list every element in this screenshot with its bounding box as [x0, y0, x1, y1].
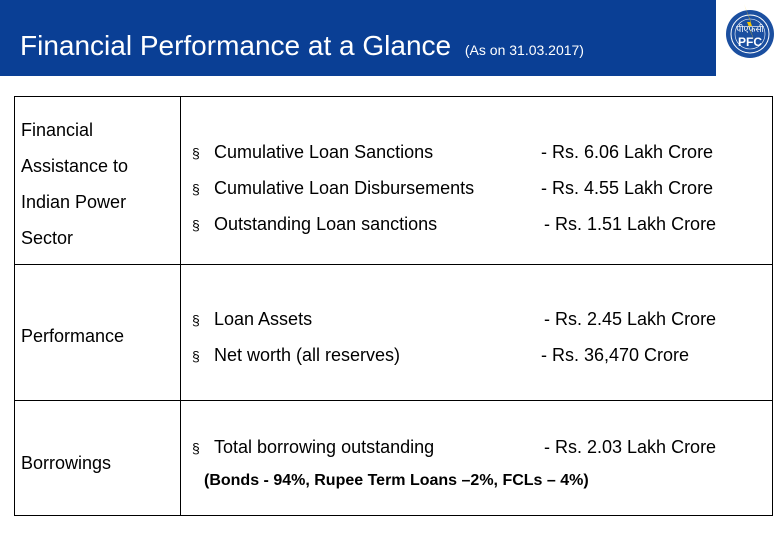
- section-label-line: Indian Power: [21, 192, 127, 212]
- list-item: [192, 178, 474, 199]
- borrowings-breakdown-note: (Bonds - 94%, Rupee Term Loans –2%, FCLs – 4%): [204, 472, 589, 489]
- item-value: - Rs. 6.06 Lakh Crore: [541, 142, 714, 162]
- row-divider: [14, 400, 773, 401]
- page-subtitle: (As on 31.03.2017): [464, 42, 584, 58]
- item-label: Cumulative Loan Disbursements: [214, 178, 475, 198]
- bullet-icon: §: [192, 181, 200, 197]
- item-value: - Rs. 4.55 Lakh Crore: [541, 178, 714, 198]
- bullet-icon: §: [192, 312, 200, 328]
- list-item: [192, 309, 312, 330]
- item-value: - Rs. 36,470 Crore: [541, 345, 690, 365]
- item-label: Outstanding Loan sanctions: [214, 214, 438, 234]
- pfc-logo-icon: [724, 2, 776, 74]
- page-title-text: Financial Performance at a Glance: [20, 30, 452, 61]
- title-bar: [0, 0, 716, 76]
- item-label: Total borrowing outstanding: [214, 437, 435, 457]
- section-label: Borrowings: [21, 453, 112, 473]
- section-label-line: Assistance to: [21, 156, 129, 176]
- row-divider: [14, 264, 773, 265]
- section-label-line: Financial: [21, 120, 94, 140]
- item-label: Net worth (all reserves): [214, 345, 401, 365]
- bullet-icon: §: [192, 440, 200, 456]
- bullet-icon: §: [192, 145, 200, 161]
- item-label: Loan Assets: [214, 309, 313, 329]
- list-item: [192, 142, 433, 163]
- list-item: [192, 345, 400, 366]
- item-value: - Rs. 2.03 Lakh Crore: [544, 437, 717, 457]
- column-divider: [180, 96, 181, 516]
- bullet-icon: §: [192, 217, 200, 233]
- item-value: - Rs. 1.51 Lakh Crore: [544, 214, 717, 234]
- list-item: [192, 214, 437, 235]
- page-title: [20, 30, 584, 62]
- bullet-icon: §: [192, 348, 200, 364]
- section-label-line: Sector: [21, 228, 74, 248]
- svg-text:PFC: PFC: [738, 35, 762, 49]
- item-label: Cumulative Loan Sanctions: [214, 142, 434, 162]
- svg-text:पीएफसी: पीएफसी: [736, 25, 764, 35]
- list-item: [192, 437, 434, 458]
- section-label: Performance: [21, 326, 125, 346]
- item-value: - Rs. 2.45 Lakh Crore: [544, 309, 717, 329]
